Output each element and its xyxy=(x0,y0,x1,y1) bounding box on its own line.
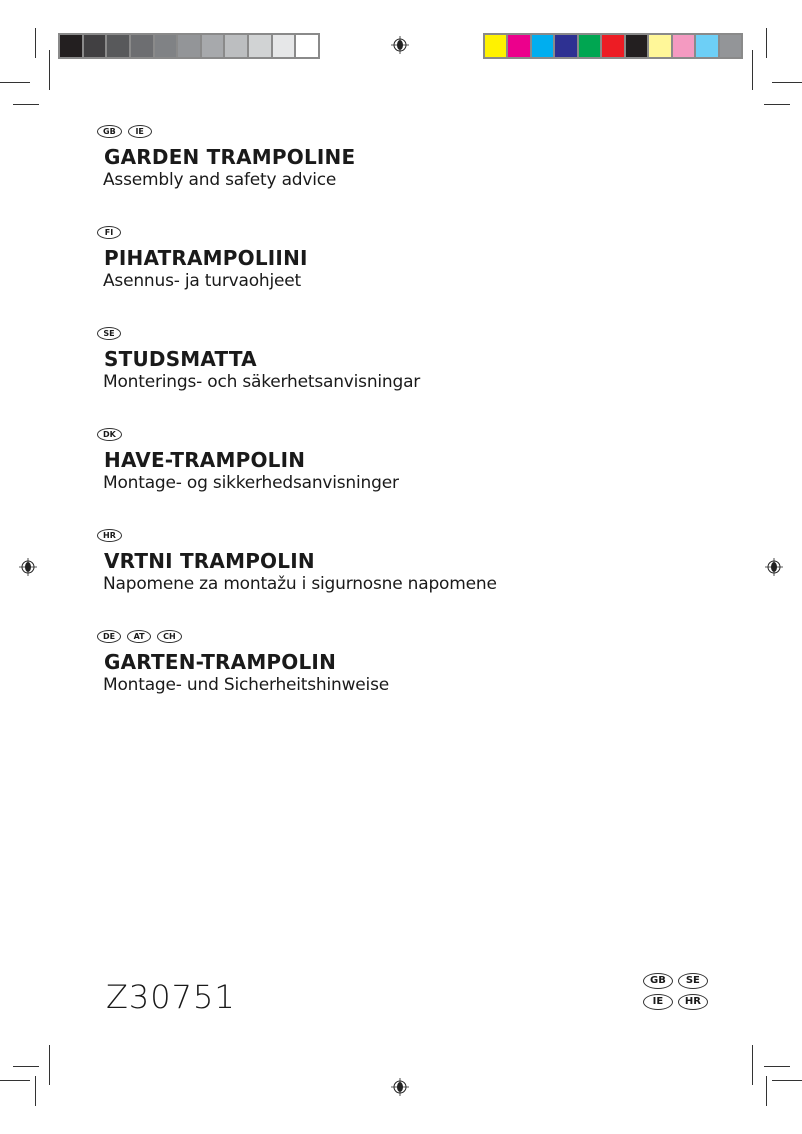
product-title: HAVE-TRAMPOLIN xyxy=(104,448,306,472)
color-swatch xyxy=(273,35,295,57)
crop-mark xyxy=(0,82,30,83)
color-swatch xyxy=(532,35,553,57)
product-title: PIHATRAMPOLIINI xyxy=(104,246,308,270)
color-swatch xyxy=(60,35,82,57)
product-title: VRTNI TRAMPOLIN xyxy=(104,549,315,573)
crop-mark xyxy=(13,104,39,105)
crop-mark xyxy=(752,1045,753,1085)
country-badge: GB xyxy=(643,973,673,989)
product-subtitle: Assembly and safety advice xyxy=(103,170,337,190)
color-swatch xyxy=(131,35,153,57)
country-badge: DK xyxy=(97,428,122,441)
color-swatch xyxy=(84,35,106,57)
product-title: STUDSMATTA xyxy=(104,347,257,371)
country-badge: DE xyxy=(97,630,121,643)
crop-mark xyxy=(764,104,790,105)
language-badges xyxy=(97,226,121,239)
process-color-bar xyxy=(483,33,743,59)
product-title: GARTEN-TRAMPOLIN xyxy=(104,650,337,674)
product-subtitle: Napomene za montažu i sigurnosne napomene xyxy=(103,574,497,594)
crop-mark xyxy=(35,1076,36,1106)
color-swatch xyxy=(696,35,717,57)
model-number: Z30751 xyxy=(106,978,236,1016)
language-badges xyxy=(97,327,121,340)
color-swatch xyxy=(225,35,247,57)
crop-mark xyxy=(772,82,802,83)
color-swatch xyxy=(485,35,506,57)
color-swatch xyxy=(155,35,177,57)
color-swatch xyxy=(555,35,576,57)
product-subtitle: Monterings- och säkerhetsanvisningar xyxy=(103,372,421,392)
crop-mark xyxy=(752,50,753,90)
crop-mark xyxy=(0,1080,30,1081)
crop-mark xyxy=(766,1076,767,1106)
language-badges xyxy=(97,529,122,542)
crop-mark xyxy=(772,1080,802,1081)
color-swatch xyxy=(720,35,741,57)
color-swatch xyxy=(579,35,600,57)
country-badge: SE xyxy=(678,973,708,989)
product-subtitle: Montage- og sikkerhedsanvisninger xyxy=(103,473,399,493)
country-badge: GB xyxy=(97,125,122,138)
color-swatch xyxy=(649,35,670,57)
country-badge: IE xyxy=(128,125,152,138)
crop-mark xyxy=(13,1066,39,1067)
crop-mark xyxy=(35,28,36,58)
registration-mark-icon xyxy=(391,1078,409,1096)
color-swatch xyxy=(602,35,623,57)
language-badges xyxy=(97,125,152,138)
country-badge: IE xyxy=(643,994,673,1010)
country-badge: AT xyxy=(127,630,151,643)
registration-mark-icon xyxy=(19,558,37,576)
color-swatch xyxy=(178,35,200,57)
color-swatch xyxy=(296,35,318,57)
color-swatch xyxy=(673,35,694,57)
product-title: GARDEN TRAMPOLINE xyxy=(104,145,356,169)
color-swatch xyxy=(107,35,129,57)
color-swatch xyxy=(202,35,224,57)
language-badges xyxy=(97,630,182,643)
language-badges xyxy=(97,428,122,441)
registration-mark-icon xyxy=(391,36,409,54)
grayscale-color-bar xyxy=(58,33,320,59)
color-swatch xyxy=(508,35,529,57)
crop-mark xyxy=(49,1045,50,1085)
crop-mark xyxy=(766,28,767,58)
country-badge: SE xyxy=(97,327,121,340)
crop-mark xyxy=(764,1066,790,1067)
registration-mark-icon xyxy=(765,558,783,576)
country-badge: HR xyxy=(678,994,708,1010)
country-badge: FI xyxy=(97,226,121,239)
color-swatch xyxy=(626,35,647,57)
product-subtitle: Montage- und Sicherheitshinweise xyxy=(103,675,389,695)
country-badge: CH xyxy=(157,630,182,643)
color-swatch xyxy=(249,35,271,57)
crop-mark xyxy=(49,50,50,90)
product-subtitle: Asennus- ja turvaohjeet xyxy=(103,271,301,291)
country-badges xyxy=(643,973,708,1010)
country-badge: HR xyxy=(97,529,122,542)
